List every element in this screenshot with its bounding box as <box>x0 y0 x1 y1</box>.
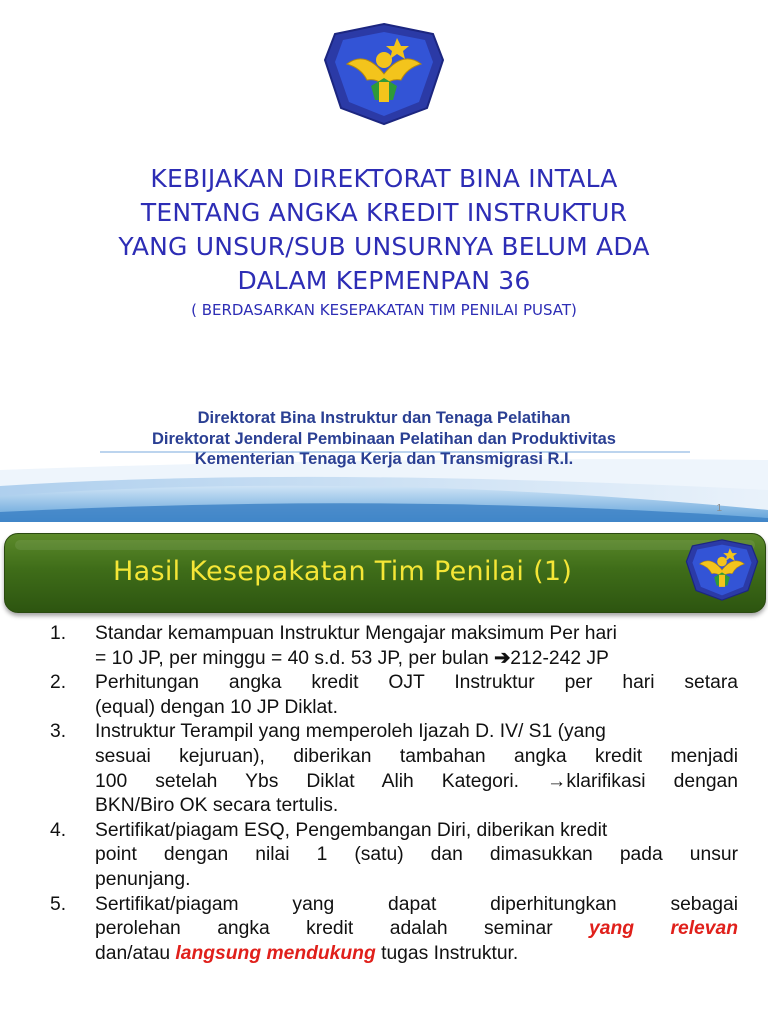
line-text: Instruktur Terampil yang memperoleh Ijazah D. IV/ S1 (yang <box>95 721 606 743</box>
org-line: Kementerian Tenaga Kerja dan Transmigrasi R.I. <box>194 450 574 468</box>
org-line: Direktorat Jenderal Pembinaan Pelatihan dan Produktivitas <box>152 429 616 448</box>
list-item-line <box>95 794 738 819</box>
list-item <box>50 819 738 893</box>
list-item-line <box>95 745 738 770</box>
list-item-line <box>95 696 738 721</box>
emphasis-text: yang relevan <box>589 918 739 940</box>
list-item <box>50 893 738 967</box>
list-item-line <box>95 942 738 967</box>
line-text: tugas Instruktur. <box>375 942 519 964</box>
list-item-number: 4. <box>50 819 67 841</box>
list-item-number: 3. <box>50 721 67 743</box>
list-item-line <box>95 868 738 893</box>
line-text: Perhitungan angka kredit OJT Instruktur per hari setara <box>95 672 738 694</box>
line-text: Sertifikat/piagam ESQ, Pengembangan Diri, diberikan kredit <box>95 819 608 841</box>
content-slide <box>0 522 768 1024</box>
arrow-icon: → <box>547 770 567 792</box>
organization-block <box>0 408 768 470</box>
line-text: = 10 JP, per minggu = 40 s.d. 53 JP, per bulan <box>95 647 495 669</box>
line-text: klarifikasi dengan <box>566 770 738 792</box>
list-item-line <box>95 720 738 745</box>
kemnaker-emblem-icon <box>684 536 760 604</box>
line-text: (equal) dengan 10 JP Diklat. <box>95 696 338 718</box>
list-item-number: 5. <box>50 893 67 915</box>
line-text: BKN/Biro OK secara tertulis. <box>95 795 339 817</box>
title-line: DALAM KEPMENPAN 36 <box>237 266 531 295</box>
line-text: Standar kemampuan Instruktur Mengajar maksimum Per hari <box>95 623 617 644</box>
line-text: sesuai kejuruan), diberikan tambahan angka kredit menjadi <box>95 745 738 767</box>
list-item-line <box>95 622 738 647</box>
line-text: penunjang. <box>95 868 191 890</box>
list-item-number: 1. <box>50 623 67 644</box>
list-item <box>50 671 738 720</box>
list-item-line <box>95 819 738 844</box>
emphasis-text: langsung mendukung <box>175 942 376 964</box>
list-item-number: 2. <box>50 672 67 694</box>
line-text: 100 setelah Ybs Diklat Alih Kategori. <box>95 770 548 792</box>
list-item <box>50 622 738 671</box>
list-item-line <box>95 843 738 868</box>
list-item-line <box>95 671 738 696</box>
line-text: 212-242 JP <box>510 647 609 669</box>
numbered-list <box>50 622 738 966</box>
line-text: Sertifikat/piagam yang dapat diperhitungkan sebagai <box>95 893 738 915</box>
line-text: point dengan nilai 1 (satu) dan dimasukkan pada unsur <box>95 844 738 866</box>
list-item-line <box>95 647 738 672</box>
list-item <box>50 720 738 818</box>
header-title: Hasil Kesepakatan Tim Penilai (1) <box>113 556 573 587</box>
page-number: 1 <box>716 503 722 514</box>
title-line: KEBIJAKAN DIREKTORAT BINA INTALA <box>150 164 618 193</box>
title-line: YANG UNSUR/SUB UNSURNYA BELUM ADA <box>118 232 650 261</box>
arrow-icon: ➔ <box>494 647 511 669</box>
list-item-line <box>95 893 738 918</box>
title-block <box>0 162 768 321</box>
subtitle: ( BERDASARKAN KESEPAKATAN TIM PENILAI PUSAT) <box>191 301 577 319</box>
list-item-line <box>95 770 738 795</box>
line-text: dan/atau <box>95 942 176 964</box>
kemnaker-emblem-icon <box>321 20 447 128</box>
org-line: Direktorat Bina Instruktur dan Tenaga Pelatihan <box>197 409 571 427</box>
header-bar <box>4 533 766 613</box>
title-line: TENTANG ANGKA KREDIT INSTRUKTUR <box>140 198 628 227</box>
list-item-line <box>95 917 738 942</box>
line-text: perolehan angka kredit adalah seminar <box>95 918 590 940</box>
